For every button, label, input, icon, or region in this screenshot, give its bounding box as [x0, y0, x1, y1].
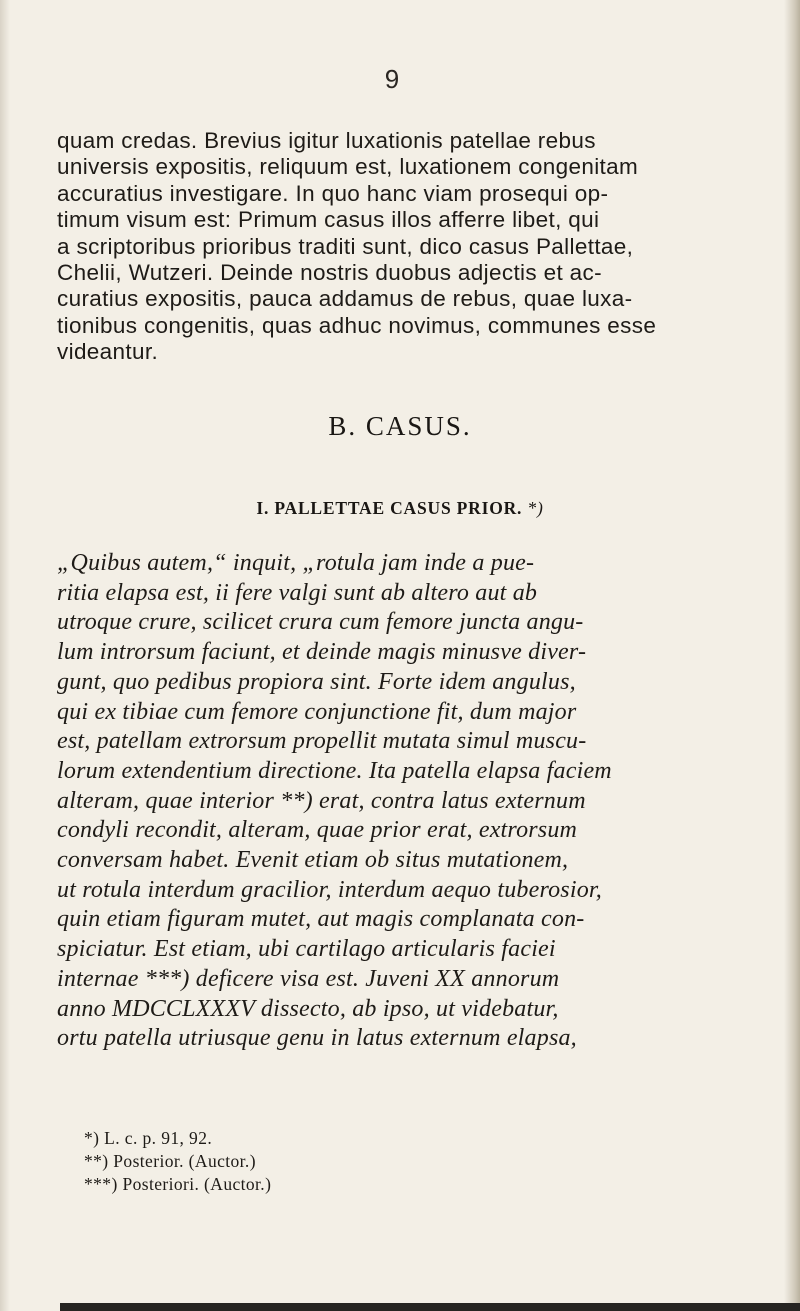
quote-line: est, patellam extrorsum propellit mutata simul muscu- [57, 728, 587, 755]
case-subheading-text: I. PALLETTAE CASUS PRIOR. [256, 498, 523, 518]
case-quotation [57, 549, 737, 1054]
paragraph-line: videantur. [57, 339, 159, 365]
quote-line: conversam habet. Evenit etiam ob situs mutationem, [57, 847, 569, 874]
page-left-edge [0, 0, 10, 1311]
quote-line: alteram, quae interior **) erat, contra latus externum [57, 787, 586, 814]
paragraph-line: Chelii, Wutzeri. Deinde nostris duobus adjectis et ac- [57, 260, 602, 286]
quote-line: gunt, quo pedibus propiora sint. Forte idem angulus, [57, 668, 576, 695]
section-heading: B. CASUS. [328, 411, 472, 441]
footnote: *) L. c. p. 91, 92. [84, 1128, 213, 1148]
paragraph-line: universis expositis, reliquum est, luxationem congenitam [57, 154, 639, 180]
paragraph-line: curatius expositis, pauca addamus de rebus, quae luxa- [57, 286, 633, 312]
paragraph-line: accuratius investigare. In quo hanc viam prosequi op- [57, 180, 609, 206]
quote-line: anno MDCCLXXXV dissecto, ab ipso, ut videbatur, [57, 995, 559, 1022]
footnote: **) Posterior. (Auctor.) [84, 1151, 256, 1171]
quote-line: condyli recondit, alteram, quae prior erat, extrorsum [57, 817, 578, 844]
quote-line: qui ex tibiae cum femore conjunctione fit, dum major [57, 698, 577, 725]
quote-line: lum introrsum faciunt, et deinde magis minusve diver- [57, 639, 587, 666]
quote-line: utroque crure, scilicet crura cum femore juncta angu- [57, 609, 584, 636]
paragraph-line: quam credas. Brevius igitur luxationis patellae rebus [57, 128, 596, 153]
quote-line: ritia elapsa est, ii fere valgi sunt ab altero aut ab [57, 579, 538, 606]
paragraph-line: timum visum est: Primum casus illos afferre libet, qui [57, 207, 600, 233]
quote-line: spiciatur. Est etiam, ubi cartilago articularis faciei [57, 936, 556, 963]
footnote: ***) Posteriori. (Auctor.) [84, 1174, 272, 1194]
intro-paragraph [57, 128, 717, 366]
quote-line: internae ***) deficere visa est. Juveni XX annorum [57, 965, 560, 992]
quote-line: ortu patella utriusque genu in latus externum elapsa, [57, 1025, 577, 1052]
page-right-edge [784, 0, 800, 1311]
quote-line: quin etiam figuram mutet, aut magis complanata con- [57, 906, 585, 933]
page-bottom-edge [60, 1303, 800, 1311]
paragraph-line: a scriptoribus prioribus traditi sunt, dico casus Pallettae, [57, 233, 634, 259]
quote-line: ut rotula interdum gracilior, interdum aequo tuberosior, [57, 876, 602, 903]
quote-line: lorum extendentium directione. Ita patella elapsa faciem [57, 757, 612, 784]
paragraph-line: tionibus congenitis, quas adhuc novimus, communes esse [57, 312, 657, 338]
footnote-reference: *) [527, 498, 544, 518]
quote-line: „Quibus autem,“ inquit, „rotula jam inde a pue- [57, 550, 535, 576]
footnotes [84, 1127, 584, 1196]
case-subheading [0, 498, 800, 519]
page-number: 9 [384, 64, 400, 94]
